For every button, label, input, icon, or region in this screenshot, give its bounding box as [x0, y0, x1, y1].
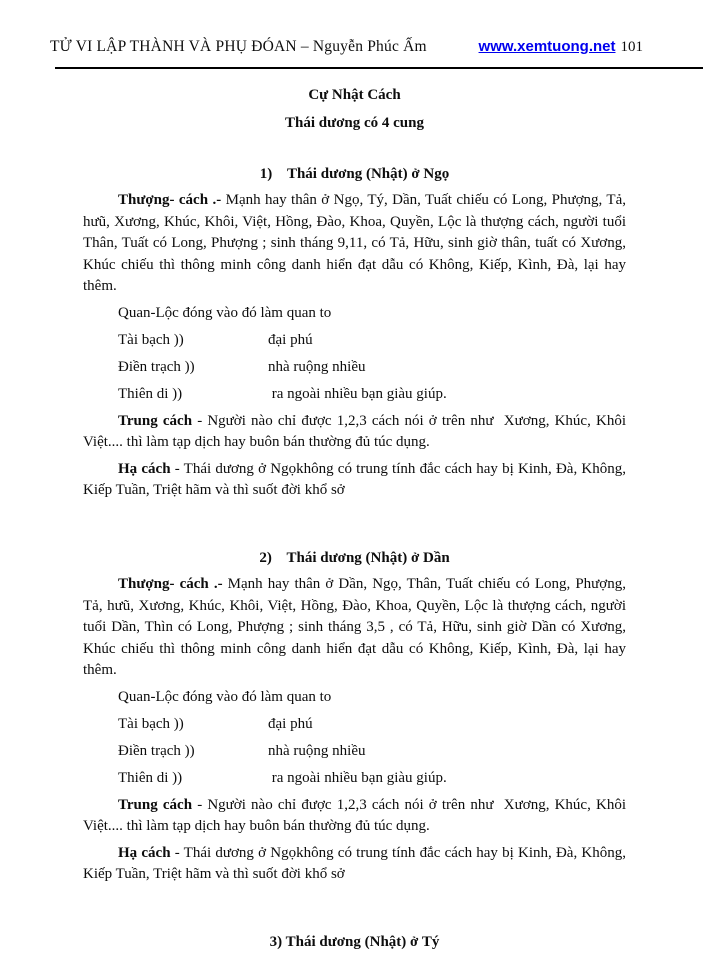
table-row [118, 714, 626, 736]
page-number: 101 [621, 39, 644, 55]
document-subtitle: Thái dương có 4 cung [83, 113, 626, 135]
thuong-cach-text: Mạnh hay thân ở Dần, Ngọ, Thân, Tuất chiếu có Long, Phượng, Tả, hưũ, Xương, Khúc, Khôi, Việt, Hồng, Đào, Khoa, Quyền, Lộc là thượng cách, người tuổi Dần, Thìn có Long, Phượng ; sinh tháng 3,5 , có Tả, Hữu, sinh giờ Dần có Xương, Khúc chiếu thì thông minh công danh hiển đạt dẫu có Không, Kiếp, Kình, Đà, lại hay thêm. [83, 576, 630, 678]
table-row [118, 768, 626, 790]
table-row [118, 357, 626, 379]
section-2-quan-loc-line: Quan-Lộc đóng vào đó làm quan to [118, 687, 626, 709]
document-content [0, 69, 705, 953]
website-link[interactable]: www.xemtuong.net [479, 38, 616, 55]
row-label: Tài bạch )) [118, 714, 268, 736]
page-header [0, 0, 705, 56]
section-1-thuong-cach-paragraph [83, 190, 626, 298]
trung-cach-text: - Người nào chỉ được 1,2,3 cách nói ở trên như Xương, Khúc, Khôi Việt.... thì làm tạp dịch hay buôn bán thường đủ túc dụng. [83, 797, 629, 835]
row-value: đại phú [268, 714, 313, 736]
table-row [118, 384, 626, 406]
row-value: đại phú [268, 330, 313, 352]
ha-cach-label: Hạ cách [118, 845, 171, 861]
section-2-heading: 2) Thái dương (Nhật) ở Dần [83, 548, 626, 570]
row-value: ra ngoài nhiều bạn giàu giúp. [268, 384, 447, 406]
section-2-trung-cach-paragraph [83, 795, 626, 838]
table-row [118, 741, 626, 763]
section-1-ha-cach-paragraph [83, 459, 626, 502]
thuong-cach-label: Thượng- cách .- [118, 192, 221, 208]
thuong-cach-text: Mạnh hay thân ở Ngọ, Tý, Dần, Tuất chiếu có Long, Phượng, Tả, hưũ, Xương, Khúc, Khôi, Việt, Hồng, Đào, Khoa, Quyền, Lộc là thượng cách, người tuổi Thân, Tuất có Long, Phượng ; sinh tháng 9,11, có Tả, Hữu, sinh giờ thân, tuất có Xương, Khúc chiếu thì thông minh công danh hiển đạt dẫu có Không, Kiếp, Kình, Đà, lại hay thêm. [83, 192, 630, 294]
row-label: Thiên di )) [118, 768, 268, 790]
section-1-trung-cach-paragraph [83, 411, 626, 454]
section-3-heading: 3) Thái dương (Nhật) ở Tý [83, 932, 626, 953]
thuong-cach-label: Thượng- cách .- [118, 576, 223, 592]
row-label: Điền trạch )) [118, 741, 268, 763]
section-1-quan-loc-line: Quan-Lộc đóng vào đó làm quan to [118, 303, 626, 325]
row-label: Tài bạch )) [118, 330, 268, 352]
section-2-thuong-cach-paragraph [83, 574, 626, 682]
document-title: Cự Nhật Cách [83, 85, 626, 107]
section-2-ha-cach-paragraph [83, 843, 626, 886]
trung-cach-label: Trung cách [118, 413, 192, 429]
trung-cach-label: Trung cách [118, 797, 192, 813]
trung-cach-text: - Người nào chỉ được 1,2,3 cách nói ở trên như Xương, Khúc, Khôi Việt.... thì làm tạp dịch hay buôn bán thường đủ túc dụng. [83, 413, 629, 451]
section-1-heading: 1) Thái dương (Nhật) ở Ngọ [83, 164, 626, 186]
ha-cach-text: - Thái dương ở Ngọkhông có trung tính đắc cách hay bị Kinh, Đà, Không, Kiếp Tuần, Triệt hãm và thì suốt đời khổ sở [83, 845, 630, 883]
row-label: Thiên di )) [118, 384, 268, 406]
table-row [118, 330, 626, 352]
header-right [479, 38, 643, 56]
row-value: nhà ruộng nhiều [268, 741, 365, 763]
row-label: Điền trạch )) [118, 357, 268, 379]
row-value: ra ngoài nhiều bạn giàu giúp. [268, 768, 447, 790]
book-title: TỬ VI LẬP THÀNH VÀ PHỤ ĐÓAN – Nguyễn Phúc Ấm [50, 38, 427, 56]
row-value: nhà ruộng nhiều [268, 357, 365, 379]
ha-cach-text: - Thái dương ở Ngọkhông có trung tính đắc cách hay bị Kinh, Đà, Không, Kiếp Tuần, Triệt hãm và thì suốt đời khổ sở [83, 461, 630, 499]
ha-cach-label: Hạ cách [118, 461, 171, 477]
